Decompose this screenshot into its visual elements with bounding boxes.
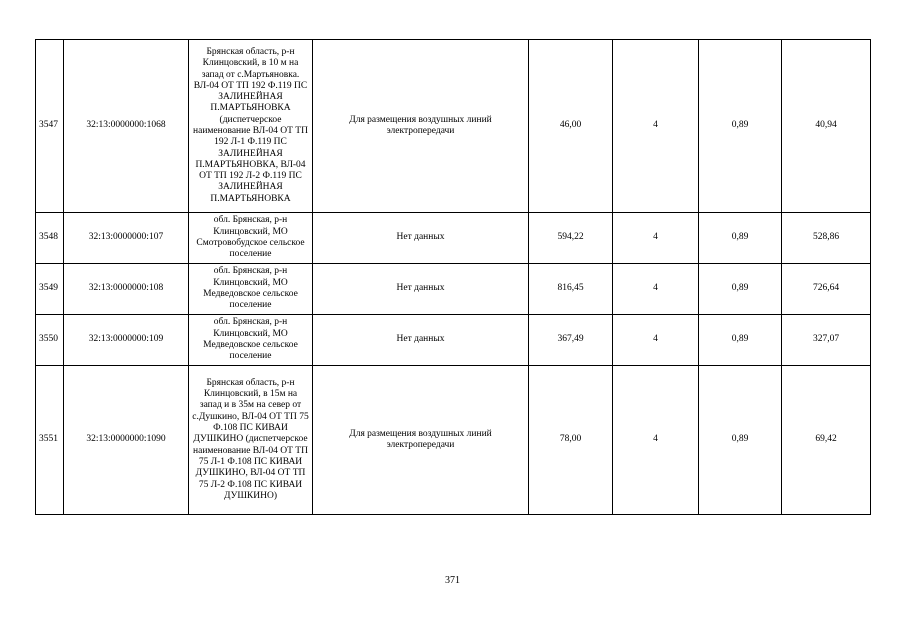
coefficient-cell: 0,89 [699,264,782,315]
coefficient-cell: 0,89 [699,315,782,366]
permitted-use-cell: Нет данных [313,315,529,366]
table-row [36,40,871,213]
area-cell: 367,49 [529,315,613,366]
value-cell: 726,64 [782,264,871,315]
address-cell: обл. Брянская, р-н Клинцовский, МО Медведовское сельское поселение [189,264,313,315]
permitted-use-cell: Нет данных [313,264,529,315]
address-cell: Брянская область, р-н Клинцовский, в 10 м на запад от с.Мартьяновка. ВЛ-04 ОТ ТП 192 Ф.119 ПС ЗАЛИНЕЙНАЯ П.МАРТЬЯНОВКА (диспетчерское наименование ВЛ-04 ОТ ТП 192 Л-1 Ф.119 ПС ЗАЛИНЕЙНАЯ П.МАРТЬЯНОВКА, ВЛ-04 ОТ ТП 192 Л-2 Ф.119 ПС ЗАЛИНЕЙНАЯ П.МАРТЬЯНОВКА [189,40,313,213]
value-cell: 40,94 [782,40,871,213]
group-cell: 4 [613,213,699,264]
address-cell: обл. Брянская, р-н Клинцовский, МО Медведовское сельское поселение [189,315,313,366]
address-cell: Брянская область, р-н Клинцовский, в 15м на запад и в 35м на север от с.Душкино, ВЛ-04 ОТ ТП 75 Ф.108 ПС КИВАИ ДУШКИНО (диспетчерское наименование ВЛ-04 ОТ ТП 75 Л-1 Ф.108 ПС КИВАИ ДУШКИНО, ВЛ-04 ОТ ТП 75 Л-2 Ф.108 ПС КИВАИ ДУШКИНО) [189,366,313,515]
table-row [36,366,871,515]
group-cell: 4 [613,366,699,515]
permitted-use-cell: Для размещения воздушных линий электропередачи [313,366,529,515]
row-number-cell: 3547 [36,40,64,213]
cadastral-number-cell: 32:13:0000000:1068 [64,40,189,213]
coefficient-cell: 0,89 [699,40,782,213]
area-cell: 816,45 [529,264,613,315]
area-cell: 594,22 [529,213,613,264]
cadastral-number-cell: 32:13:0000000:107 [64,213,189,264]
value-cell: 528,86 [782,213,871,264]
group-cell: 4 [613,40,699,213]
area-cell: 46,00 [529,40,613,213]
value-cell: 327,07 [782,315,871,366]
area-cell: 78,00 [529,366,613,515]
group-cell: 4 [613,264,699,315]
permitted-use-cell: Для размещения воздушных линий электропередачи [313,40,529,213]
table-row [36,264,871,315]
value-cell: 69,42 [782,366,871,515]
row-number-cell: 3550 [36,315,64,366]
coefficient-cell: 0,89 [699,213,782,264]
land-plots-table [35,39,871,515]
coefficient-cell: 0,89 [699,366,782,515]
row-number-cell: 3549 [36,264,64,315]
row-number-cell: 3551 [36,366,64,515]
table-row [36,213,871,264]
row-number-cell: 3548 [36,213,64,264]
table-row [36,315,871,366]
cadastral-number-cell: 32:13:0000000:1090 [64,366,189,515]
group-cell: 4 [613,315,699,366]
cadastral-number-cell: 32:13:0000000:108 [64,264,189,315]
page-number: 371 [445,575,460,586]
address-cell: обл. Брянская, р-н Клинцовский, МО Смотровобудское сельское поселение [189,213,313,264]
cadastral-number-cell: 32:13:0000000:109 [64,315,189,366]
permitted-use-cell: Нет данных [313,213,529,264]
